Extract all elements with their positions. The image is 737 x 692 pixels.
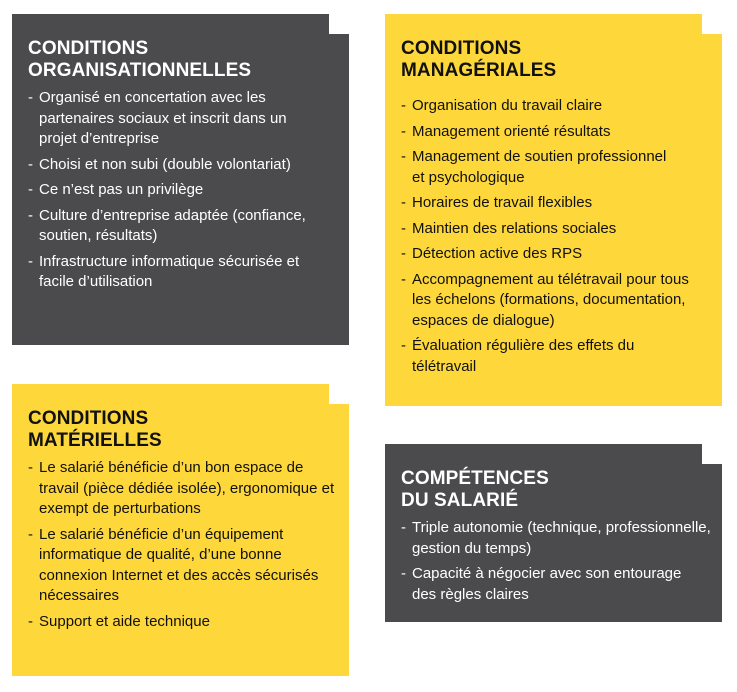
card-conditions-organisationnelles: [12, 14, 349, 345]
list-item: - Management orienté résultats: [401, 122, 712, 143]
card-title-line: ORGANISATIONNELLES: [28, 60, 252, 81]
list-item: - Le salarié bénéficie d’un équipement informatique de qualité, d’une bonne connexion Internet et des accès sécurisés nécessaires: [28, 525, 319, 604]
dash-bullet: -: [401, 97, 406, 114]
list-item: - Maintien des relations sociales: [401, 219, 712, 240]
dash-bullet: -: [28, 525, 33, 543]
dash-bullet: -: [401, 519, 406, 536]
dash-bullet: -: [401, 245, 406, 262]
card-title: [401, 38, 712, 82]
list-item: - Culture d’entreprise adaptée (confiance, soutien, résultats): [28, 206, 306, 244]
card-conditions-materielles: [12, 384, 349, 676]
list-item: - Support et aide technique: [28, 612, 335, 633]
dash-bullet: -: [28, 459, 33, 476]
card-title: [28, 408, 335, 452]
card-title-line: DU SALARIÉ: [401, 490, 519, 511]
dash-bullet: -: [401, 194, 406, 211]
dash-bullet: -: [28, 612, 33, 630]
folded-corner-icon: [329, 14, 349, 34]
list-item: - Organisation du travail claire: [401, 96, 712, 117]
folded-corner-icon: [702, 444, 722, 464]
dash-bullet: -: [401, 337, 406, 354]
card-conditions-manageriales: [385, 14, 722, 406]
dash-bullet: -: [401, 148, 406, 165]
card-title-line: CONDITIONS: [401, 38, 522, 59]
list-item: - Accompagnement au télétravail pour tous les échelons (formations, documentation, espaces de dialogue): [401, 270, 689, 329]
card-title-line: MANAGÉRIALES: [401, 60, 557, 81]
dash-bullet: -: [28, 181, 33, 198]
dash-bullet: -: [401, 565, 406, 582]
card-title: [28, 38, 327, 82]
list-item: - Le salarié bénéficie d’un bon espace de travail (pièce dédiée isolée), ergonomique et exempt de perturbations: [28, 459, 335, 517]
list-item: - Horaires de travail flexibles: [401, 193, 712, 214]
card-title-line: MATÉRIELLES: [28, 430, 162, 451]
dash-bullet: -: [401, 122, 406, 140]
list-item: - Capacité à négocier avec son entourage des règles claires: [401, 565, 682, 603]
folded-corner-icon: [702, 14, 722, 34]
dash-bullet: -: [28, 206, 33, 224]
card-title-line: CONDITIONS: [28, 408, 149, 429]
list-item: - Choisi et non subi (double volontariat): [28, 155, 327, 176]
list-item: - Management de soutien professionnel et psychologique: [401, 148, 667, 186]
folded-corner-icon: [329, 384, 349, 404]
dash-bullet: -: [28, 89, 33, 106]
item-list: [28, 458, 335, 632]
card-title-line: CONDITIONS: [28, 38, 149, 59]
list-item: - Infrastructure informatique sécurisée et facile d’utilisation: [28, 252, 300, 290]
list-item: - Ce n’est pas un privilège: [28, 180, 327, 201]
list-item: - Évaluation régulière des effets du télétravail: [401, 337, 635, 375]
item-list: [401, 518, 712, 605]
card-competences-du-salarie: [385, 444, 722, 622]
item-list: [401, 96, 712, 377]
dash-bullet: -: [401, 219, 406, 237]
card-title-line: COMPÉTENCES: [401, 468, 549, 489]
card-title: [401, 468, 712, 512]
list-item: - Triple autonomie (technique, professionnelle, gestion du temps): [401, 519, 711, 557]
dash-bullet: -: [28, 252, 33, 270]
list-item: - Détection active des RPS: [401, 244, 712, 265]
item-list: [28, 88, 327, 293]
dash-bullet: -: [28, 155, 33, 173]
list-item: - Organisé en concertation avec les partenaires sociaux et inscrit dans un projet d’entreprise: [28, 89, 287, 147]
dash-bullet: -: [401, 270, 406, 288]
